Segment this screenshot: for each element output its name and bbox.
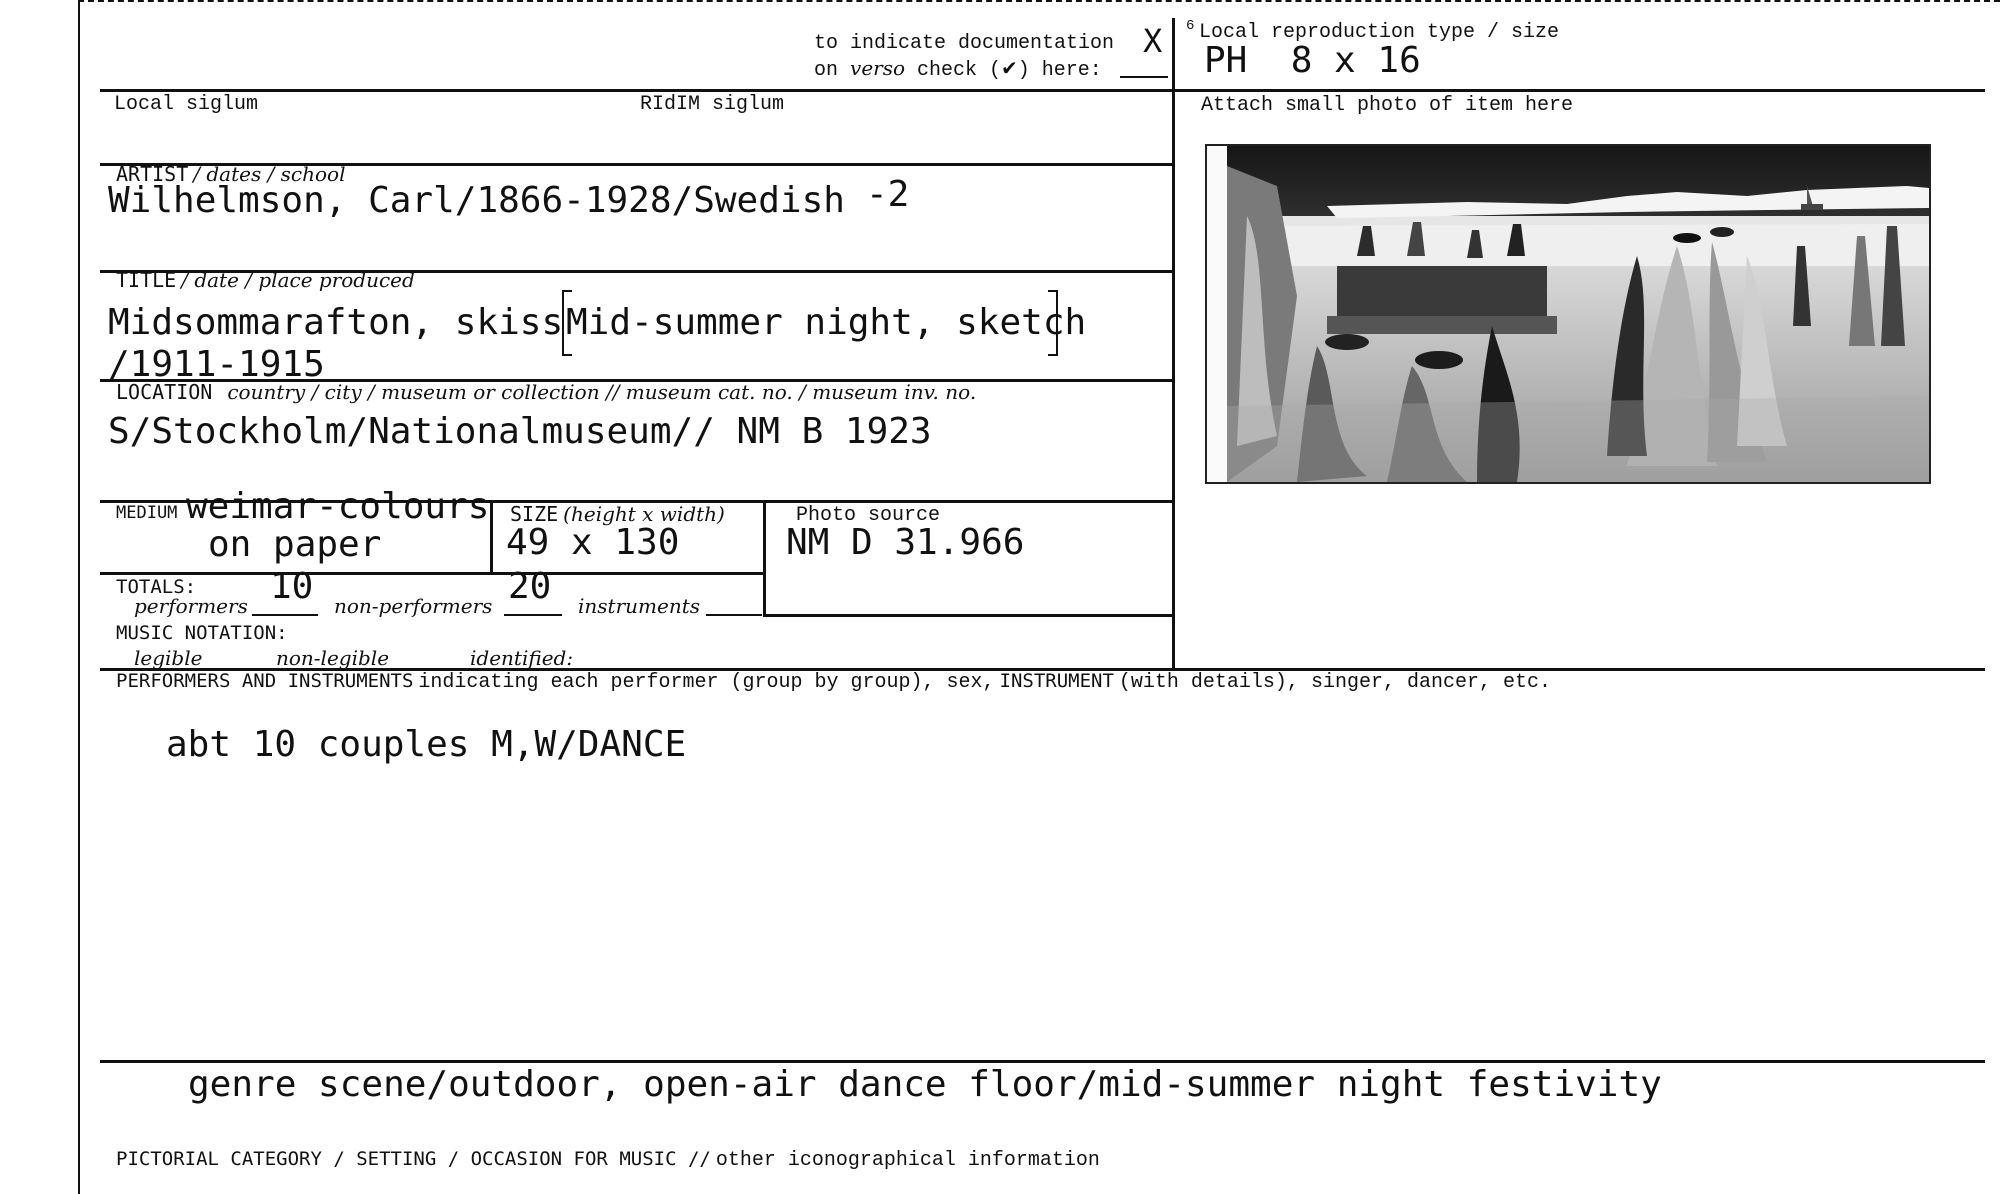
ridim-siglum-label: RIdIM siglum bbox=[640, 93, 785, 116]
verso-text-d: ) here: bbox=[1017, 59, 1102, 82]
title-translation: Mid-summer night, sketch bbox=[566, 302, 1087, 343]
totals-rule bbox=[100, 572, 763, 575]
performers-value: 10 bbox=[270, 566, 314, 607]
photo-attach-label: Attach small photo of item here bbox=[1201, 94, 1574, 117]
totals-label: TOTALS: bbox=[116, 576, 197, 598]
photo-source-label: Photo source bbox=[796, 504, 941, 527]
translation-bracket-right bbox=[1048, 290, 1058, 356]
location-label-rest: country / city / museum or collection // museum cat. no. / museum inv. no. bbox=[227, 380, 977, 404]
category-label-caps: PICTORIAL CATEGORY / SETTING / OCCASION FOR MUSIC // bbox=[116, 1148, 711, 1170]
nonperformers-label: non-performers bbox=[334, 594, 493, 618]
header-divider bbox=[1172, 18, 1175, 670]
medium-size-divider bbox=[490, 500, 493, 572]
location-label bbox=[116, 380, 976, 405]
medium-value-line1: weimar-colours bbox=[186, 486, 490, 527]
category-label-rest: other iconographical information bbox=[715, 1149, 1100, 1172]
performers-label-caps: PERFORMERS AND INSTRUMENTS bbox=[116, 670, 414, 692]
verso-note-line2 bbox=[814, 56, 1102, 82]
verso-text-c: check ( bbox=[905, 59, 1002, 82]
verso-answer-line bbox=[1120, 76, 1168, 78]
photo-source-value: NM D 31.966 bbox=[786, 522, 1025, 563]
medium-label: MEDIUM bbox=[116, 503, 178, 523]
painting-sketch-image bbox=[1207, 146, 1929, 482]
performers-label-line bbox=[116, 670, 1551, 694]
title-label-rest: / date / place produced bbox=[181, 268, 415, 292]
artist-label-rest: / dates / school bbox=[193, 162, 346, 186]
title-label bbox=[116, 268, 415, 293]
verso-mark: X bbox=[1143, 22, 1163, 60]
verso-text-italic: verso bbox=[850, 56, 906, 80]
verso-note-line1: to indicate documentation bbox=[814, 32, 1115, 55]
size-label-caps: SIZE bbox=[510, 502, 559, 526]
notation-identified: identified: bbox=[470, 646, 574, 670]
performers-line bbox=[252, 614, 318, 616]
header-rule bbox=[100, 89, 1985, 92]
performers-label-caps2: INSTRUMENT bbox=[999, 670, 1114, 692]
notation-nonlegible: non-legible bbox=[276, 646, 390, 670]
repro-value: PH 8 x 16 bbox=[1204, 40, 1421, 81]
attached-photo bbox=[1205, 144, 1931, 484]
size-photo-divider bbox=[763, 500, 766, 616]
repro-prefix: 6 bbox=[1186, 18, 1195, 34]
repro-label: Local reproduction type / size bbox=[1199, 21, 1560, 44]
performers-label: performers bbox=[134, 594, 248, 618]
category-rule bbox=[100, 1060, 1985, 1063]
size-value: 49 x 130 bbox=[506, 522, 680, 563]
notation-legible: legible bbox=[134, 646, 203, 670]
category-label-line bbox=[116, 1148, 1100, 1172]
title-value-line2: /1911-1915 bbox=[108, 344, 325, 385]
performers-label-rest-b: (with details), singer, dancer, etc. bbox=[1118, 671, 1551, 694]
artist-label-caps: ARTIST bbox=[116, 162, 189, 186]
instruments-line bbox=[706, 614, 762, 616]
check-icon: ✔ bbox=[1001, 56, 1018, 80]
top-border bbox=[78, 0, 2000, 2]
notation-label: MUSIC NOTATION: bbox=[116, 622, 288, 644]
verso-text-a: on bbox=[814, 59, 851, 82]
instruments-label: instruments bbox=[578, 594, 701, 618]
artist-value: Wilhelmson, Carl/1866-1928/Swedish bbox=[108, 180, 845, 221]
performers-label-rest-a: indicating each performer (group by group), sex, bbox=[418, 671, 995, 694]
artist-suffix: -2 bbox=[866, 174, 910, 215]
nonperformers-line bbox=[504, 614, 562, 616]
location-value: S/Stockholm/Nationalmuseum// NM B 1923 bbox=[108, 411, 932, 452]
title-value-line1: Midsommarafton, skiss bbox=[108, 302, 564, 343]
medium-value-line2: on paper bbox=[208, 524, 382, 565]
title-label-caps: TITLE bbox=[116, 268, 177, 292]
location-label-caps: LOCATION bbox=[116, 380, 213, 404]
performers-value: abt 10 couples M,W/DANCE bbox=[166, 724, 687, 765]
size-label-rest: (height x width) bbox=[563, 502, 725, 526]
photo-source-rule bbox=[763, 614, 1172, 617]
nonperformers-value: 20 bbox=[508, 566, 552, 607]
local-siglum-label: Local siglum bbox=[114, 93, 259, 116]
category-value: genre scene/outdoor, open-air dance floor/mid-summer night festivity bbox=[188, 1064, 1662, 1105]
left-border bbox=[78, 0, 80, 1194]
